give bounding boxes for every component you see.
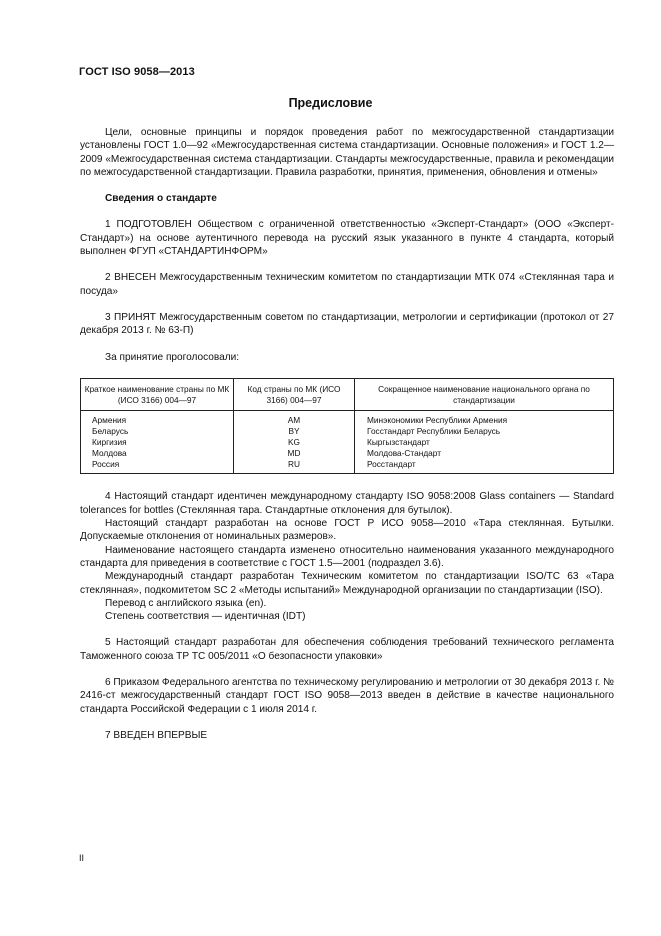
item-1: 1 ПОДГОТОВЛЕН Обществом с ограниченной ответственностью «Эксперт-Стандарт» (ООО «Эксперт-Стандарт») на основе аутентичного перевода на русский язык указанного в пункте 4 стандарта, который выполнен ФГУП «СТАНДАРТИНФОРМ» xyxy=(80,219,614,258)
item-4-paragraph: Перевод с английского языка (en). xyxy=(105,597,267,609)
table-header-row xyxy=(81,378,614,411)
table-header-code: Код страны по МК (ИСО 3166) 004—97 xyxy=(234,378,355,411)
countries-table xyxy=(80,378,614,475)
national-body: Кыргызстандарт xyxy=(355,437,614,448)
country-code: MD xyxy=(234,448,355,459)
item-7: 7 ВВЕДЕН ВПЕРВЫЕ xyxy=(105,729,208,741)
item-4-paragraph: Степень соответствия — идентичная (IDT) xyxy=(105,611,306,623)
item-4-paragraph: Настоящий стандарт разработан на основе ГОСТ Р ИСО 9058—2010 «Тара стеклянная. Бутылки. Допускаемые отклонения от номинальных размеров». xyxy=(80,518,614,543)
voted-label: За принятие проголосовали: xyxy=(105,351,240,363)
page-title: Предисловие xyxy=(288,96,373,110)
item-3: 3 ПРИНЯТ Межгосударственным советом по стандартизации, метрологии и сертификации (протокол от 27 декабря 2013 г. № 63-П) xyxy=(80,311,614,337)
country-name: Молдова xyxy=(81,448,234,459)
country-code: RU xyxy=(234,459,355,474)
table-header-body: Сокращенное наименование национального органа по стандартизации xyxy=(355,378,614,411)
table-row xyxy=(81,459,614,474)
document-body xyxy=(80,126,614,742)
item-4-paragraph: 4 Настоящий стандарт идентичен международному стандарту ISO 9058:2008 Glass containers — Standard tolerances for bottles (Стеклянная тара. Стандартные отклонения для бутылок). xyxy=(80,491,614,516)
page-number: II xyxy=(79,853,85,863)
document-header: ГОСТ ISO 9058—2013 xyxy=(79,66,195,78)
item-6: 6 Приказом Федерального агентства по техническому регулированию и метрологии от 30 декабря 2013 г. № 2416-ст межгосударственный стандарт ГОСТ ISO 9058—2013 введен в действие в качестве национального стандарта Российской Федерации с 1 июля 2014 г. xyxy=(80,677,614,715)
country-code: BY xyxy=(234,426,355,437)
intro-paragraph: Цели, основные принципы и порядок проведения работ по межгосударственной стандартизации установлены ГОСТ 1.0—92 «Межгосударственная система стандартизации. Основные положения» и ГОСТ 1.2—2009 «Межгосударственная система стандартизации. Стандарты межгосударственные, правила и рекомендации по межгосударственной стандартизации. Правила разработки, принятия, применения, обновления и отмены» xyxy=(80,127,614,178)
item-2: 2 ВНЕСЕН Межгосударственным техническим комитетом по стандартизации МТК 074 «Стеклянная тара и посуда» xyxy=(80,272,614,297)
item-4-paragraph: Наименование настоящего стандарта изменено относительно наименования указанного международного стандарта для приведения в соответствие с ГОСТ 1.5—2001 (подраздел 3.6). xyxy=(80,544,614,569)
table-row xyxy=(81,437,614,448)
national-body: Госстандарт Республики Беларусь xyxy=(355,426,614,437)
national-body: Росстандарт xyxy=(355,459,614,474)
country-name: Россия xyxy=(81,459,234,474)
country-name: Беларусь xyxy=(81,426,234,437)
table-row xyxy=(81,411,614,426)
country-code: AM xyxy=(234,411,355,426)
table-row xyxy=(81,448,614,459)
table-header-country: Краткое наименование страны по МК (ИСО 3166) 004—97 xyxy=(81,378,234,411)
national-body: Молдова-Стандарт xyxy=(355,448,614,459)
section-subheading: Сведения о стандарте xyxy=(105,193,217,205)
table-row xyxy=(81,426,614,437)
country-name: Киргизия xyxy=(81,437,234,448)
national-body: Минэкономики Республики Армения xyxy=(355,411,614,426)
item-5: 5 Настоящий стандарт разработан для обеспечения соблюдения требований технического регламента Таможенного союза ТР ТС 005/2011 «О безопасности упаковки» xyxy=(80,637,614,662)
country-code: KG xyxy=(234,437,355,448)
country-name: Армения xyxy=(81,411,234,426)
item-4-paragraph: Международный стандарт разработан Техническим комитетом по стандартизации ISO/TC 63 «Тара стеклянная», подкомитетом SC 2 «Методы испытаний» Международной организации по стандартизации (ISO). xyxy=(80,571,614,596)
